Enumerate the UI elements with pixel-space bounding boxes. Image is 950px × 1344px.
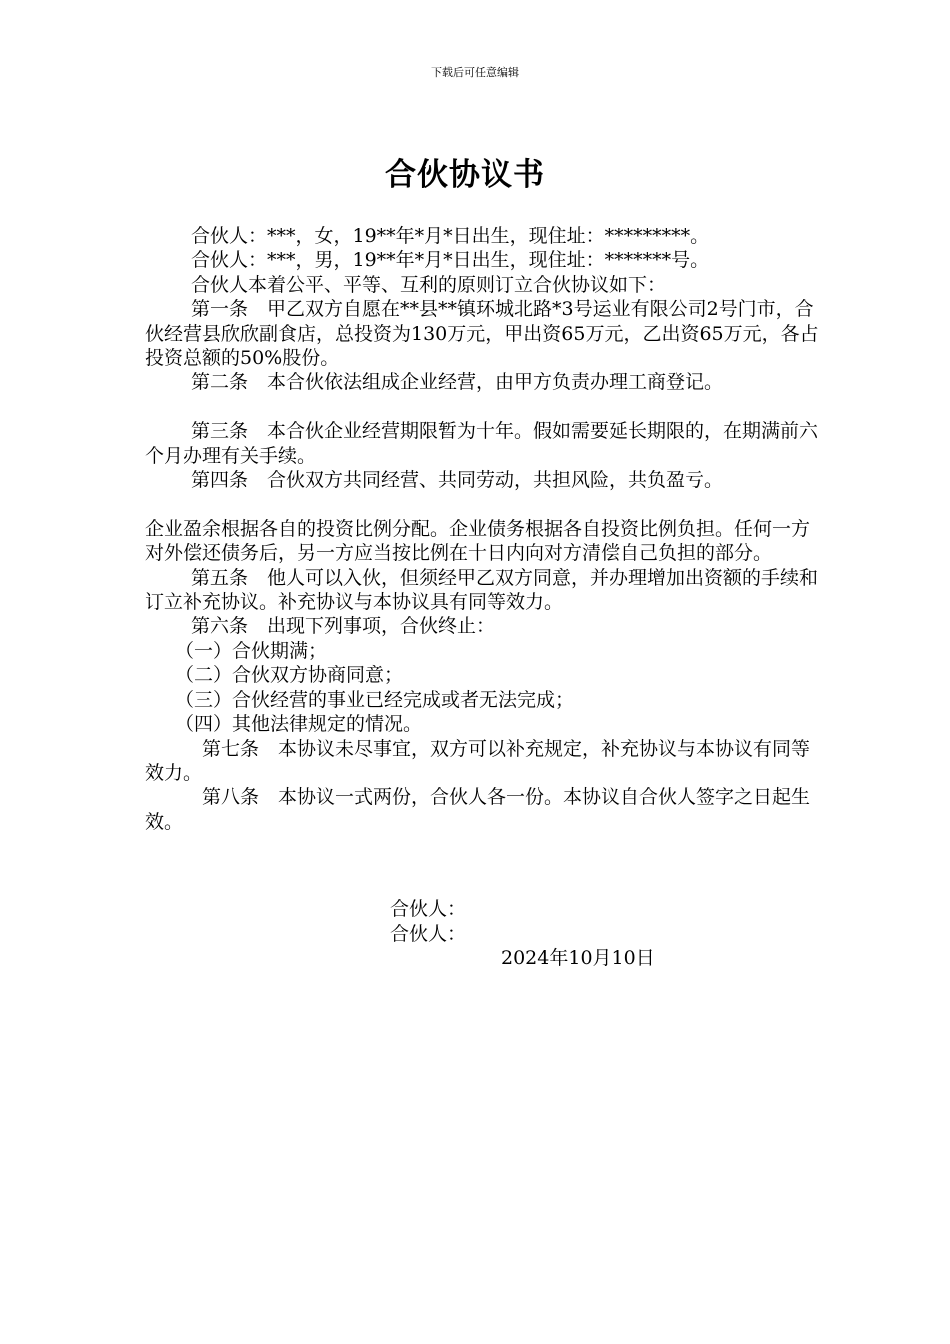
termination-item-4: （四）其他法律规定的情况。 <box>175 713 423 736</box>
termination-item-1: （一）合伙期满； <box>175 639 328 662</box>
document-title: 合伙协议书 <box>385 157 545 193</box>
article-4-head: 第四条 合伙双方共同经营、共同劳动，共担风险，共负盈亏。 <box>191 469 724 492</box>
header-note: 下载后可任意编辑 <box>431 66 519 79</box>
article-8: 第八条 本协议一式两份，合伙人各一份。本协议自合伙人签字之日起生效。 <box>145 786 811 833</box>
article-1: 第一条 甲乙双方自愿在**县**镇环城北路*3号运业有限公司2号门市，合伙经营县欣欣副食店，总投资为130万元，甲出资65万元，乙出资65万元，各占投资总额的50%股份。 <box>145 298 819 370</box>
article-6: 第六条 出现下列事项，合伙终止： <box>191 615 496 638</box>
agreement-intro: 合伙人本着公平、平等、互利的原则订立合伙协议如下： <box>191 273 667 296</box>
signature-partner-2: 合伙人： <box>390 923 467 945</box>
signing-date: 2024年10月10日 <box>501 947 655 969</box>
article-3: 第三条 本合伙企业经营期限暂为十年。假如需要延长期限的，在期满前六个月办理有关手续。 <box>145 420 819 467</box>
spacer <box>145 492 825 516</box>
article-7: 第七条 本协议未尽事宜，双方可以补充规定，补充协议与本协议有同等效力。 <box>145 737 811 784</box>
article-5: 第五条 他人可以入伙，但须经甲乙双方同意，并办理增加出资额的手续和订立补充协议。补充协议与本协议具有同等效力。 <box>145 566 819 614</box>
partner-b-info: 合伙人：***，男，19**年*月*日出生，现住址：*******号。 <box>191 249 710 272</box>
signature-partner-1: 合伙人： <box>390 898 467 920</box>
partner-a-info: 合伙人：***，女，19**年*月*日出生，现住址：*********。 <box>191 225 710 247</box>
termination-item-2: （二）合伙双方协商同意； <box>175 664 404 687</box>
article-4-body: 企业盈余根据各自的投资比例分配。企业债务根据各自投资比例负担。任何一方对外偿还债务后，另一方应当按比例在十日内向对方清偿自己负担的部分。 <box>145 517 811 565</box>
document-body <box>145 224 825 834</box>
termination-item-3: （三）合伙经营的事业已经完成或者无法完成； <box>175 688 575 711</box>
article-2: 第二条 本合伙依法组成企业经营，由甲方负责办理工商登记。 <box>191 371 724 394</box>
spacer <box>145 395 825 419</box>
